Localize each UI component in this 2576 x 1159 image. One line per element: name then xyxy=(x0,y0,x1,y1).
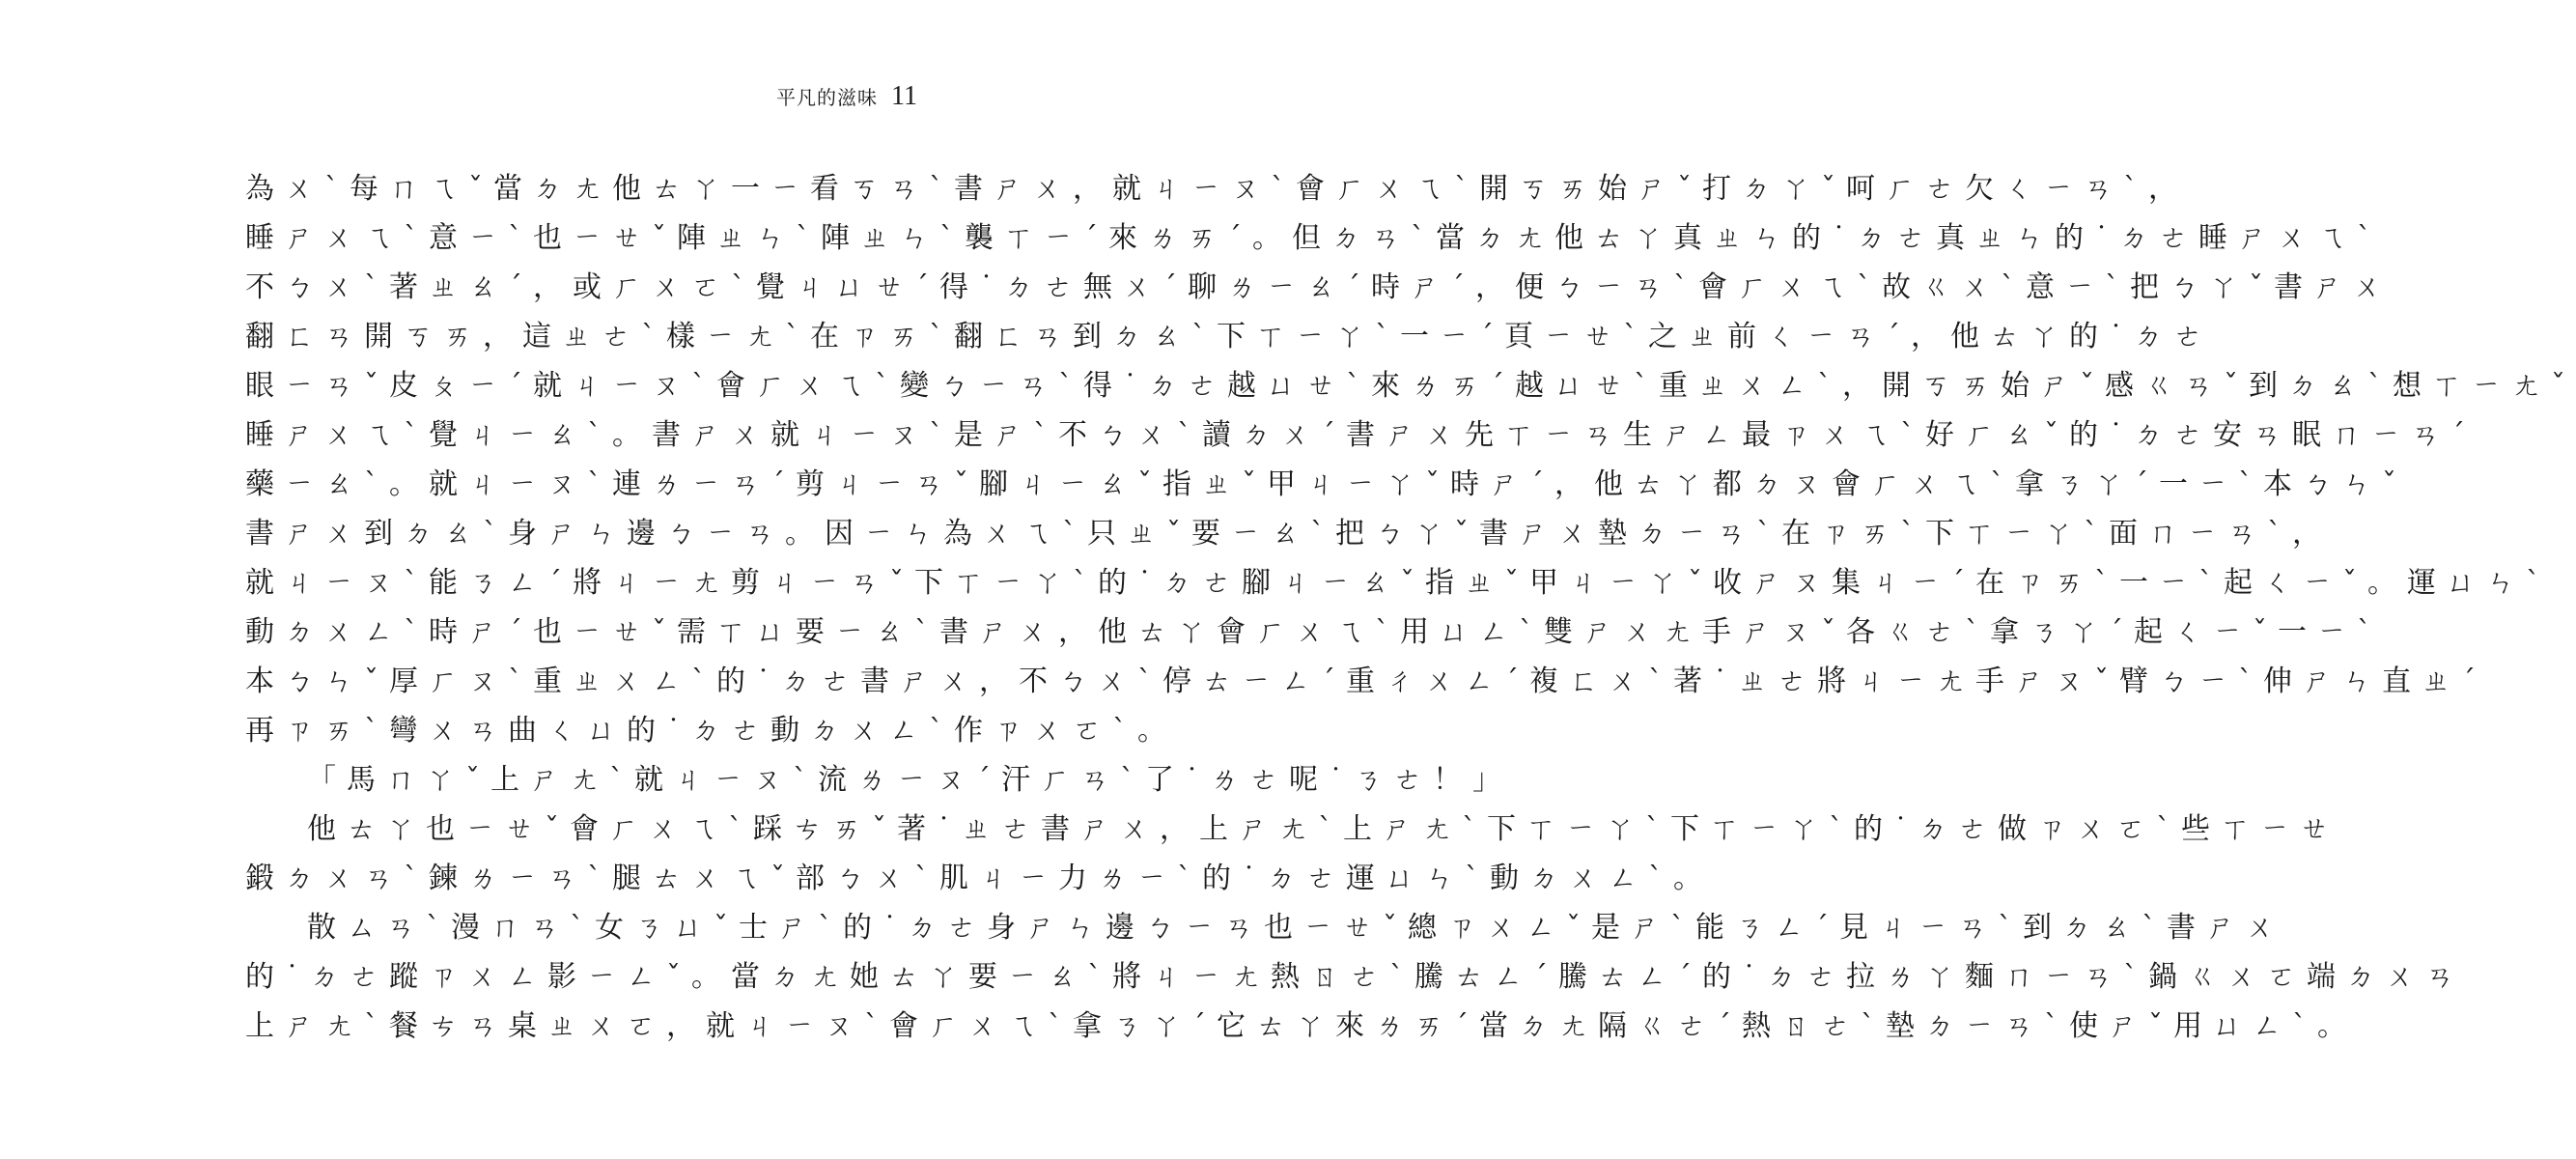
text-line: 鍛ㄉㄨㄢˋ鍊ㄌㄧㄢˋ腿ㄊㄨㄟˇ部ㄅㄨˋ肌ㄐㄧ力ㄌㄧˋ的˙ㄉㄜ運ㄩㄣˋ動ㄉㄨㄥˋ。 xyxy=(245,862,1713,895)
text-line: 睡ㄕㄨㄟˋ覺ㄐㄧㄠˋ。書ㄕㄨ就ㄐㄧㄡˋ是ㄕˋ不ㄅㄨˋ讀ㄉㄨˊ書ㄕㄨ先ㄒㄧㄢ生ㄕㄥ最ㄗㄨㄟˋ好ㄏㄠˇ的˙ㄉㄜ安ㄢ眠ㄇㄧㄢˊ xyxy=(245,418,2476,452)
body-text xyxy=(245,164,2576,1051)
page-number: 11 xyxy=(891,81,917,111)
text-line: 的˙ㄉㄜ蹤ㄗㄨㄥ影ㄧㄥˇ。當ㄉㄤ她ㄊㄚ要ㄧㄠˋ將ㄐㄧㄤ熱ㄖㄜˋ騰ㄊㄥˊ騰ㄊㄥˊ的˙ㄉㄜ拉ㄌㄚ麵ㄇㄧㄢˋ鍋ㄍㄨㄛ端ㄉㄨㄢ xyxy=(245,960,2465,994)
running-title: 平凡的滋味 xyxy=(776,86,879,109)
text-line: 動ㄉㄨㄥˋ時ㄕˊ也ㄧㄝˇ需ㄒㄩ要ㄧㄠˋ書ㄕㄨ，他ㄊㄚ會ㄏㄨㄟˋ用ㄩㄥˋ雙ㄕㄨㄤ手ㄕㄡˇ各ㄍㄜˋ拿ㄋㄚˊ起ㄑㄧˇ一ㄧˋ xyxy=(245,615,2382,649)
text-line: 不ㄅㄨˋ著ㄓㄠˊ，或ㄏㄨㄛˋ覺ㄐㄩㄝˊ得˙ㄉㄜ無ㄨˊ聊ㄌㄧㄠˊ時ㄕˊ，便ㄅㄧㄢˋ會ㄏㄨㄟˋ故ㄍㄨˋ意ㄧˋ把ㄅㄚˇ書ㄕㄨ xyxy=(245,270,2393,304)
text-line: 就ㄐㄧㄡˋ能ㄋㄥˊ將ㄐㄧㄤ剪ㄐㄧㄢˇ下ㄒㄧㄚˋ的˙ㄉㄜ腳ㄐㄧㄠˇ指ㄓˇ甲ㄐㄧㄚˇ收ㄕㄡ集ㄐㄧˊ在ㄗㄞˋ一ㄧˋ起ㄑㄧˇ。運ㄩㄣˋ xyxy=(245,566,2551,600)
text-line: 本ㄅㄣˇ厚ㄏㄡˋ重ㄓㄨㄥˋ的˙ㄉㄜ書ㄕㄨ，不ㄅㄨˋ停ㄊㄧㄥˊ重ㄔㄨㄥˊ複ㄈㄨˋ著˙ㄓㄜ將ㄐㄧㄤ手ㄕㄡˇ臂ㄅㄧˋ伸ㄕㄣ直ㄓˊ xyxy=(245,664,2486,698)
text-line: 書ㄕㄨ到ㄉㄠˋ身ㄕㄣ邊ㄅㄧㄢ。因ㄧㄣ為ㄨㄟˋ只ㄓˇ要ㄧㄠˋ把ㄅㄚˇ書ㄕㄨ墊ㄉㄧㄢˋ在ㄗㄞˋ下ㄒㄧㄚˋ面ㄇㄧㄢˋ， xyxy=(245,517,2332,551)
text-line: 眼ㄧㄢˇ皮ㄆㄧˊ就ㄐㄧㄡˋ會ㄏㄨㄟˋ變ㄅㄧㄢˋ得˙ㄉㄜ越ㄩㄝˋ來ㄌㄞˊ越ㄩㄝˋ重ㄓㄨㄥˋ，開ㄎㄞ始ㄕˇ感ㄍㄢˇ到ㄉㄠˋ想ㄒㄧㄤˇ xyxy=(245,369,2576,403)
text-line: 藥ㄧㄠˋ。就ㄐㄧㄡˋ連ㄌㄧㄢˊ剪ㄐㄧㄢˇ腳ㄐㄧㄠˇ指ㄓˇ甲ㄐㄧㄚˇ時ㄕˊ，他ㄊㄚ都ㄉㄡ會ㄏㄨㄟˋ拿ㄋㄚˊ一ㄧˋ本ㄅㄣˇ xyxy=(245,467,2407,501)
running-header xyxy=(776,81,917,112)
text-line: 上ㄕㄤˋ餐ㄘㄢ桌ㄓㄨㄛ，就ㄐㄧㄡˋ會ㄏㄨㄟˋ拿ㄋㄚˊ它ㄊㄚ來ㄌㄞˊ當ㄉㄤ隔ㄍㄜˊ熱ㄖㄜˋ墊ㄉㄧㄢˋ使ㄕˇ用ㄩㄥˋ。 xyxy=(245,1009,2357,1043)
quote-line: 「馬ㄇㄚˇ上ㄕㄤˋ就ㄐㄧㄡˋ流ㄌㄧㄡˊ汗ㄏㄢˋ了˙ㄌㄜ呢˙ㄋㄜ！」 xyxy=(307,763,1512,797)
paragraph-first-line: 他ㄊㄚ也ㄧㄝˇ會ㄏㄨㄟˋ踩ㄘㄞˇ著˙ㄓㄜ書ㄕㄨ，上ㄕㄤˋ上ㄕㄤˋ下ㄒㄧㄚˋ下ㄒㄧㄚˋ的˙ㄉㄜ做ㄗㄨㄛˋ些ㄒㄧㄝ xyxy=(307,812,2339,846)
text-line: 翻ㄈㄢ開ㄎㄞ，這ㄓㄜˋ樣ㄧㄤˋ在ㄗㄞˋ翻ㄈㄢ到ㄉㄠˋ下ㄒㄧㄚˋ一ㄧˊ頁ㄧㄝˋ之ㄓ前ㄑㄧㄢˊ，他ㄊㄚ的˙ㄉㄜ xyxy=(245,320,2213,353)
paragraph-first-line: 散ㄙㄢˋ漫ㄇㄢˋ女ㄋㄩˇ士ㄕˋ的˙ㄉㄜ身ㄕㄣ邊ㄅㄧㄢ也ㄧㄝˇ總ㄗㄨㄥˇ是ㄕˋ能ㄋㄥˊ見ㄐㄧㄢˋ到ㄉㄠˋ書ㄕㄨ xyxy=(307,911,2285,945)
text-line: 睡ㄕㄨㄟˋ意ㄧˋ也ㄧㄝˇ陣ㄓㄣˋ陣ㄓㄣˋ襲ㄒㄧˊ來ㄌㄞˊ。但ㄉㄢˋ當ㄉㄤ他ㄊㄚ真ㄓㄣ的˙ㄉㄜ真ㄓㄣ的˙ㄉㄜ睡ㄕㄨㄟˋ xyxy=(245,221,2382,255)
text-line: 為ㄨˋ每ㄇㄟˇ當ㄉㄤ他ㄊㄚ一ㄧ看ㄎㄢˋ書ㄕㄨ，就ㄐㄧㄡˋ會ㄏㄨㄟˋ開ㄎㄞ始ㄕˇ打ㄉㄚˇ呵ㄏㄜ欠ㄑㄧㄢˋ， xyxy=(245,172,2188,206)
text-line: 再ㄗㄞˋ彎ㄨㄢ曲ㄑㄩ的˙ㄉㄜ動ㄉㄨㄥˋ作ㄗㄨㄛˋ。 xyxy=(245,714,1177,748)
